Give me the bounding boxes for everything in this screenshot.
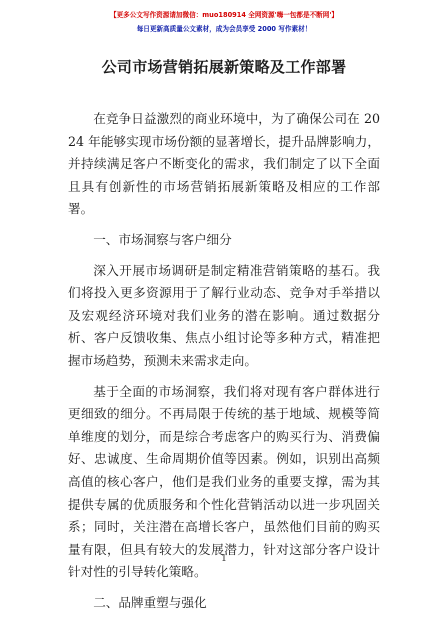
section-1-paragraph-1: 深入开展市场调研是制定精准营销策略的基石。我们将投入更多资源用于了解行业动态、竞争对手举措以及宏观经济环境对我们业务的潜在影响。通过数据分析、客户反馈收集、焦点小组讨论等多种方式，精准把握市场趋势，预测未来需求走向。 [68,262,380,368]
page-number: 1 [221,554,227,564]
section-2-heading: 二、品牌重塑与强化 [93,594,207,610]
document-title: 公司市场营销拓展新策略及工作部署 [101,58,347,76]
intro-paragraph: 在竞争日益激烈的商业环境中，为了确保公司在 2024 年能够实现市场份额的显著增长，提升品牌影响力，并持续满足客户不断变化的需求，我们制定了以下全面且具有创新性的市场营销拓展新策略及相应的工作部署。 [68,111,380,217]
section-1-heading: 一、市场洞察与客户细分 [93,231,232,247]
section-1-paragraph-2: 基于全面的市场洞察，我们将对现有客户群体进行更细致的细分。不再局限于传统的基于地域、规模等简单维度的划分，而是综合考虑客户的购买行为、消费偏好、忠诚度、生命周期价值等因素。例如，识别出高频高值的核心客户，他们是我们业务的重要支撑，需为其提供专属的优质服务和个性化营销活动以进一步巩固关系；同时，关注潜在高增长客户，虽然他们目前的购买量有限，但具有较大的发展潜力，针对这部分客户设计针对性的引导转化策略。 [68,383,380,580]
promo-banner-line-1: 【更多公文写作资源请加微信：muo180914 全网资源'嗨一包都是不断网'】 [110,11,338,19]
promo-banner-line-2: 每日更新高质量公文素材，成为会员享受 2000 写作素材！ [136,25,312,33]
document-body [68,108,380,622]
